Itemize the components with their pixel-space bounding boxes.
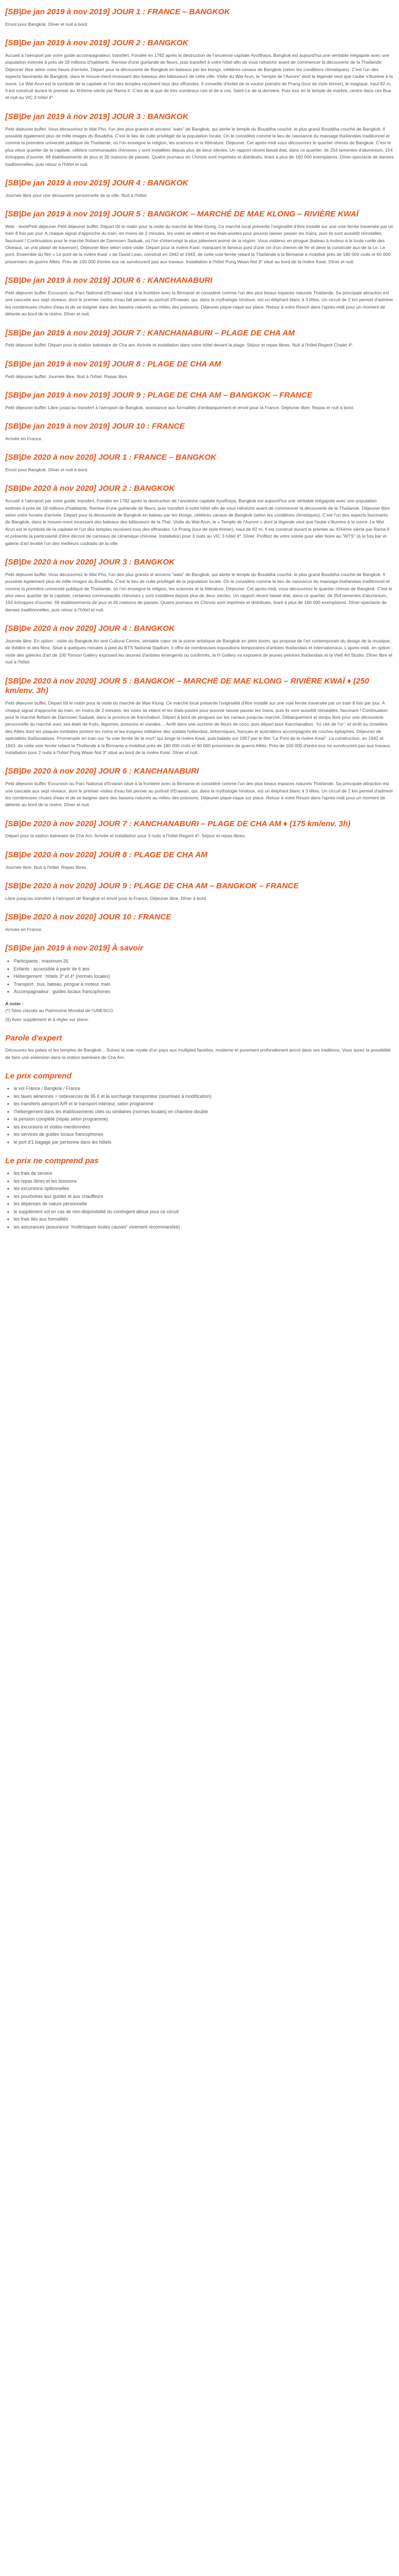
day-block [5, 819, 394, 840]
excluded-title: Le prix ne comprend pas [5, 1156, 99, 1166]
included-block [5, 1072, 394, 1146]
day-description: Journée libre pour une découverte personnelle de la ville. Nuit à l'hôtel. [5, 192, 148, 198]
included-item: • l'hébergement dans les établissements cités ou similaires (normes locales) en chambre double [14, 1108, 394, 1116]
day-title: [SB|De jan 2019 à nov 2019] JOUR 3 : BANGKOK [5, 112, 188, 121]
day-description: Petit déjeuner buffet. Vous découvrirez le Wat Pho, l'un des plus grands et anciens “wats” de Bangkok, qui abrite le temple du Bouddha couché, le plus grand Bouddha couché de Bangkok. Il possède également plus de mille images du Bouddha. C'est le lieu de culte privilégié de la population locale. On le considère comme le lieu de naissance du massage thaïlandais traditionnel et comme la première université publique de Thaïlande, où l'on enseigne la religion, les sciences et la littérature. Déjeuner. Cet après-midi vous découvrirez le quartier chinois de Bangkok. C'est le plus vieux quartier de la capitale, célèbre communautés chinoises y sont installées depuis plus de deux siècles. Un rapport récent faisait état, dans ce quartier, de 254 lamentes d'aluminium, 154 échoppes d'ouvrier, 69 établissements de jeux et 26 maisons de passes. Quatre journaux en Chinois sont imprimés et distribués, tirant à plus de 160 000 exemplaires. Dîner-spectacle de danses traditionnelles, puis retour à l'hôtel et nuit. [5, 126, 394, 167]
day-description: Journée libre. Nuit à l'hôtel. Repas libres. [5, 864, 88, 870]
day-title: [SB|De 2020 à nov 2020] JOUR 9 : PLAGE DE CHA AM – BANGKOK – FRANCE [5, 881, 299, 891]
day-title: [SB|De jan 2019 à nov 2019] JOUR 2 : BANGKOK [5, 38, 188, 48]
day-description: Petit déjeuner buffet. Départ pour la station balnéaire de Cha am. Arrivée et installation dans votre hôtel devant la plage. Séjour et repas libres. Nuit à l'hôtel Regent Chalet 4*. [5, 342, 354, 348]
day-description: Petit déjeuner buffet. Vous découvrirez le Wat Pho, l'un des plus grands et anciens “wats” de Bangkok, qui abrite le temple du Bouddha couché, le plus grand Bouddha couché de Bangkok. Il possède également plus de mille images du Bouddha. C'est le lieu de culte privilégié de la population locale. On le considère comme le lieu de naissance du massage thaïlandais traditionnel et comme la première université publique de Thaïlande, où l'on enseigne la religion, les sciences et la littérature. Déjeuner. Cet après-midi, vous découvrirez le quartier chinois de Bangkok. C'est le plus vieux quartier de la capitale, certaines communautés chinoises y sont installées depuis plus de deux siècles. Un rapport récent faisait état, dans ce quartier, de 254 lamentes d'aluminium, 154 échoppes d'ouvrier, 69 établissements de jeux et 26 maisons de passes. Quatre journaux en Chinois sont imprimés et distribués, tirant à plus de 160 000 exemplaires. Dîner-spectacle de danses traditionnelles, puis retour à l'hôtel et nuit. [5, 571, 392, 612]
excluded-block [5, 1156, 394, 1231]
day-block [5, 484, 394, 547]
day-description: Départ pour la station balnéaire de Cha Am. Arrivée et installation pour 3 nuits à l'hôtel Regent 4*. Séjour et repas libres. [5, 833, 246, 839]
included-item: • les taxes aériennes + redevances de 95 € et la surcharge transporteur (soumises à modification) [14, 1093, 394, 1101]
excluded-item: • les excursions optionnelles [14, 1185, 394, 1193]
note-heading: A noter : [5, 1000, 24, 1006]
day-title: [SB|De jan 2019 à nov 2019] JOUR 7 : KANCHANABURI – PLAGE DE CHA AM [5, 328, 295, 338]
day-description: Petit déjeuner buffet. Libre jusqu'au transfert à l'aéroport de Bangkok, assistance aux formalités d'embarquement et envol pour la France. Déjeuner libre. Repas et nuit à bord. [5, 404, 354, 410]
included-item: • le vol France / Bangkok / France [14, 1085, 394, 1093]
day-block [5, 329, 394, 349]
info-title: [SB|De jan 2019 à nov 2019] À savoir [5, 944, 143, 953]
excluded-item: • les pourboires aux guides et aux chauffeurs [14, 1193, 394, 1201]
day-description: Arrivée en France. [5, 926, 43, 932]
day-block [5, 38, 394, 102]
day-title: [SB|De jan 2019 à nov 2019] JOUR 5 : BANGKOK – MARCHÉ DE MAE KLONG – RIVIÈRE KWAÏ [5, 210, 359, 219]
included-list [5, 1085, 394, 1146]
day-block [5, 391, 394, 411]
day-description: Accueil à l'aéroport par votre guide, transfert. Fondée en 1782 après la destruction de l'ancienne capitale Ayutthaya, Bangkok est aujourd'hui une véritable mégapole avec une population estimée à près de 18 millions d'habitants. Remise d'une guirlande de fleurs, puis transfert à votre hôtel afin de vous rafraîchir avant de commencer la découverte de la Thaïlande. Déjeuner libre selon votre horaire d'arrivée. Départ pour la découverte de Bangkok en bateau par les klongs, célèbres canaux de Bangkok (selon les conditions climatiques). C'est l'un des aspects fascinants de Bangkok, dans le mouve-ment incessant des bateaux des bâtisseurs de la Thaï. Visite du Wat Arun, le « Temple de l'Aurore » dont la légende veut que l'aube s'illumine à la ouvre. Le Wat Arun est le symbole de la capitale et l'un des temples reçoivent tous des offrandes. Le Prang (tour de style khmer), haut de 82 m, Il est construit durant le premier au XIXème siècle par Rama II et présente la particularité d'être décoré de carreaux de céramique chinoise. Installation pour 3 nuits au VIC 3 hôtel 4*. Dîner. Profitez de votre soirée pour aller boire au “WTS” (à la fois bar et galerie d'art érotée l'un des meilleurs cocktails de la ville. [5, 498, 390, 546]
expert-block [5, 1034, 394, 1061]
excluded-item: • les assurances (assurance “multirisques toutes causes” vivement recommandée) [14, 1223, 394, 1231]
day-block [5, 112, 394, 168]
included-item: • les excursions et visites mentionnées [14, 1123, 394, 1131]
excluded-item: • les dépenses de nature personnelle [14, 1200, 394, 1208]
day-block [5, 453, 394, 473]
excluded-item: • le supplément vol en cas de non-disponibilité du contingent alloué pour ce circuit [14, 1208, 394, 1216]
day-description: Petit déjeuner buffet. Excursion au Parc National d'Erawan situé à la frontière avec la Birmanie et considéré comme l'un des plus beaux espaces naturels Thaïlande. Sa principale attraction est une cascade aux sept niveaux, dont le premier visites d'eau fait penser au portrait d'Erawan, qui, dans la mythologie hindoue, est un éléphant blanc à 3 têtes. Un circuit de 2 km permet d'admirer les nombreuses chutes d'eau et de se baigner dans des bassins naturels au milieu des poissons. Déjeuner pique-nique sur place. Retour à votre Resort dans l'après-midi pour un moment de détente au bord de la rivière. Dîner et nuit. [5, 781, 393, 808]
day-block [5, 360, 394, 380]
day-title: [SB|De 2020 à nov 2020] JOUR 4 : BANGKOK [5, 624, 175, 633]
day-title: [SB|De jan 2019 à nov 2019] JOUR 1 : FRANCE – BANGKOK [5, 7, 230, 16]
day-description: Petit déjeuner buffet. Journée libre. Nuit à l'hôtel. Repas libre. [5, 373, 128, 379]
info-item: • Enfants : accessible à partir de 6 ans [14, 965, 394, 973]
included-title: Le prix comprend [5, 1072, 72, 1081]
note-line: (*) Sites classés au Patrimoine Mondial de l'UNESCO. [5, 1007, 114, 1013]
info-item: • Hébergement : hôtels 3* et 4* (normes locales) [14, 973, 394, 980]
day-description: Petit déjeuner buffet. Départ tôt le matin pour la visite du marché de Mae Klong. Ce marché local présente l'originalité d'être installé sur une voie ferrée traversée par un train 8 fois par jour. A chaque signal d'approche du train, en moins de 2 minutes, les voies se vident et les étals-postes pour pouvoir laisser passer les trains, puis ils sont aussitôt réinstallés, fascinant ! Continuation pour le marché flottant de Damnoen Saduak, dans la province de Kanchaburi. Départ à bord de pirogues sur les canaux jusqu'au marché. Débarquement et temps libre pour une découverte personnelle du marché avec ses étals de fruits, légumes, poissons et viandes… Arrêt dans une sucrerie de fleurs de coco, puis départ pour Kanchanaburi. “Ici cité de l'or”, et arrêt au cimetière des Alliés dont les plaques tombales portent les noms et les insignes militaires des soldats hollandais, britanniques, français et australiens accompagnés de courtes épitaphes. Déjeuner de spécialités thaïlandaises. Promenade en train sur “la voie ferrée de la mort” qui longe la rivière Kwaï, puis balade sur 1957 par le film “Le Pont de la rivière Kwaï”. La construction, en 1942 et 1943, de cette voie ferrée reliant la Thaïlande à la Birmanie a mobilisé près de 180 000 civils et 60 000 prisonniers de guerre Alliés. Près de 100 000 d'entre eux ne survécurent pas aux travaux. Installation pour 2 nuits à l'hôtel Pung Waan Nol 3* situé au bord de la rivière Kwaï. Dîner et nuit. [5, 700, 392, 755]
day-title: [SB|De 2020 à nov 2020] JOUR 5 : BANGKOK – MARCHÉ DE MAE KLONG – RIVIÈRE KWAÏ ♦ (250 km/env. 3h) [5, 676, 370, 696]
day-description: Arrivée en France. [5, 435, 43, 441]
day-title: [SB|De jan 2019 à nov 2019] JOUR 10 : FRANCE [5, 422, 185, 431]
day-title: [SB|De 2020 à nov 2020] JOUR 3 : BANGKOK [5, 558, 175, 567]
included-item: • le port d'1 bagage par personne dans les hôtels [14, 1138, 394, 1146]
day-block [5, 881, 394, 902]
day-description: Envol pour Bangkok. Dîner et nuit à bord. [5, 467, 88, 473]
day-title: [SB|De 2020 à nov 2020] JOUR 7 : KANCHANABURI – PLAGE DE CHA AM ♦ (175 km/env. 3h) [5, 819, 351, 828]
itinerary-page [0, 0, 399, 1231]
info-item: • Participants : maximum 26 [14, 957, 394, 965]
note-line: (§) Avec supplément et à régler sur place. [5, 1017, 89, 1022]
included-item: • la pension complète (repas selon programme) [14, 1115, 394, 1123]
day-block [5, 210, 394, 265]
day-title: [SB|De jan 2019 à nov 2019] JOUR 6 : KANCHANABURI [5, 276, 213, 285]
day-description: Libre jusqu'au transfert à l'aéroport de Bangkok et envol pour la France. Déjeuner libre. Dîner à bord. [5, 895, 207, 901]
day-block [5, 422, 394, 442]
included-item: • les transferts aéroport A/R et le transport intérieur, selon programme [14, 1100, 394, 1108]
day-title: [SB|De jan 2019 à nov 2019] JOUR 9 : PLAGE DE CHA AM – BANGKOK – FRANCE [5, 390, 313, 400]
day-block [5, 558, 394, 613]
expert-text: Découvrez les palais et les temples de Bangkok... Suivez la voie royale d'un pays aux multiples facettes, moderne et purement profondément ancré dans ses traditions. Vous aurez la possibilité de faire une extension dans la station balnéaire de Cha Am. [5, 1047, 391, 1060]
day-block [5, 850, 394, 871]
day-title: [SB|De 2020 à nov 2020] JOUR 6 : KANCHANABURI [5, 767, 199, 776]
day-title: [SB|De 2020 à nov 2020] JOUR 1 : FRANCE – BANGKOK [5, 453, 216, 462]
day-title: [SB|De 2020 à nov 2020] JOUR 8 : PLAGE DE CHA AM [5, 850, 208, 859]
info-item: • Accompagnateur : guides locaux francophones [14, 988, 394, 996]
day-description: Envol pour Bangkok. Dîner et nuit à bord. [5, 21, 88, 27]
day-title: [SB|De jan 2019 à nov 2019] JOUR 4 : BANGKOK [5, 178, 188, 187]
excluded-item: • les frais de service [14, 1170, 394, 1177]
info-block [5, 944, 394, 1023]
day-block [5, 276, 394, 318]
included-item: • les services de guides locaux francophones [14, 1131, 394, 1138]
day-block [5, 7, 394, 28]
day-block [5, 624, 394, 666]
day-description: Accueil à l'aéroport par votre guide accompagnateur, transfert. Fondée en 1782 après la destruction de l'ancienne capitale Ayutthaya, Bangkok est aujourd'hui une ventable mégapole avec une population estimée à près de 18 millions d'habitants. Remise d'une guirlande de fleurs, puis transfert à votre hôtel afin de vous rafraîchir avant de commencer la découverte de la Thaïlande. Déjeuner libre selon votre heure d'arrivée. Départ pour la découverte de Bangkok en bateaux par les klongs, célèbres canaux de Bangkok (selon les conditions climatiques). C'est l'un des aspects fascinants de Bangkok, dans le mouve-ment incessant des bateaux des bâtisseurs de cette ville. Visite du Wat Arun, le “temple de l'Aurore” dont la légende veut que l'aube s'illumine à la ouvre. Le Wat Arun est le symbole de la capitale et l'un des temples reçoivent tous des offrandes. Il conseille d'éviter de la vouloir prendre de Prang (tour de style khmer), le magique, haut 82 m, Il est construit durant le premier au XIXème siècle par Rama II. C'est de là que de très nombreux rois et de à ces. Saint-Le de la dernière. Puis tour en le temple de marbre, centre dans ces Bua et nuit au VIC 3 hôtel 4*. [5, 52, 393, 101]
day-block [5, 179, 394, 199]
day-block [5, 677, 394, 757]
day-description: Petit déjeuner buffet. Excursion au Parc National d'Erawan situé à la frontière avec la Birmanie et considéré comme l'un des plus beaux espaces naturels Thaïlande. Sa principale attraction est une cascade aux sept niveaux, dont le premier visites d'eau fait penser au portrait d'Erawan, qui, dans la mythologie hindoue, est un éléphant blanc à 3 têtes. Un circuit de 2 km permet d'admirer les nombreuses chutes d'eau et de se baigner dans des bassins naturels au milieu des poissons. Déjeuner pique-nique sur place. Retour à votre Resort dans l'après-midi pour un moment de détente au bord de la rivière. Dîner et nuit. [5, 290, 393, 317]
day-title: [SB|De 2020 à nov 2020] JOUR 2 : BANGKOK [5, 484, 175, 493]
day-block [5, 767, 394, 808]
day-title: [SB|De 2020 à nov 2020] JOUR 10 : FRANCE [5, 913, 172, 922]
day-block [5, 913, 394, 933]
day-title: [SB|De jan 2019 à nov 2019] JOUR 8 : PLAGE DE CHA AM [5, 359, 221, 369]
day-description: Web - textePetit déjeuner Petit déjeuner buffet. Départ tôt le matin pour la visite du marché de Mae Klong. Ce marché local présente l'originalité d'être installé sur une voie ferrée traversée par un train 8 fois par jour. A chaque signal d'approche du train, en moins de 2 minutes, les voies se vident et les étals-postes pour pouvoir laisser passer les trains, puis ils sont aussitôt réinstallés, fascinant ! Continuation pour le marché flottant de Damnoen Saduak, où l'on s'interrompt la plus joliement animé de la région. Vous visiterez en pirogue (bateau à moteur à la toute ruelle des Oiseaux, un vrai plaisir de traverser). Déjeuner libre selon votre visite. Départ pour la rivière Kwaï, marquant le fameux pont d'une cin d'un chemin de fer et deve la construite aux-de la Le. Le pont. Ensemble du film « Le pont de la rivière Kwaï » de David Lean, construit en 1942 et 1943, de cette voie ferrée reliant la Thaïlande à la Birmanie a mobilisé près de 180 000 civils et 60 000 prisonniers de guerre Alliés. Près de 100 000 d'entre eux ne survécurent pas aux travaux. Installation à l'hôtel Pung Waan Nol 3* situé au bord de la rivière Kwaï. Dîner et nuit. [5, 223, 394, 264]
excluded-item: • les repas libres et les boissons [14, 1177, 394, 1185]
info-list [5, 957, 394, 996]
day-description: Journée libre. En option : visite du Bangkok Art and Cultural Centre, véritable cœur de la scène artistique de Bangkok en plein boom, qui propose de l'art contemporain du design de la musique, de théâtre et des films. Situé à quelques minutes à pied du BTS National Stadium, il offre de nombreuses expositions temporaires d'artistes thaïlandais et internationaux. L'après-midi, en option : visite des galeries d'art de 100 Tonson Gallery exposant les œuvres d'artistes émergents ou confirmés, la H Gallery va exposent de jeunes peintres thaïlandais et la Vie6 Art Studio. Dîner libre et nuit à l'hôtel. [5, 638, 393, 665]
expert-title: Parole d'expert [5, 1034, 62, 1043]
info-item: • Transport : bus, bateau, pirogue à moteur, train [14, 980, 394, 988]
excluded-item: • les frais liés aux formalités [14, 1215, 394, 1223]
excluded-list [5, 1170, 394, 1231]
